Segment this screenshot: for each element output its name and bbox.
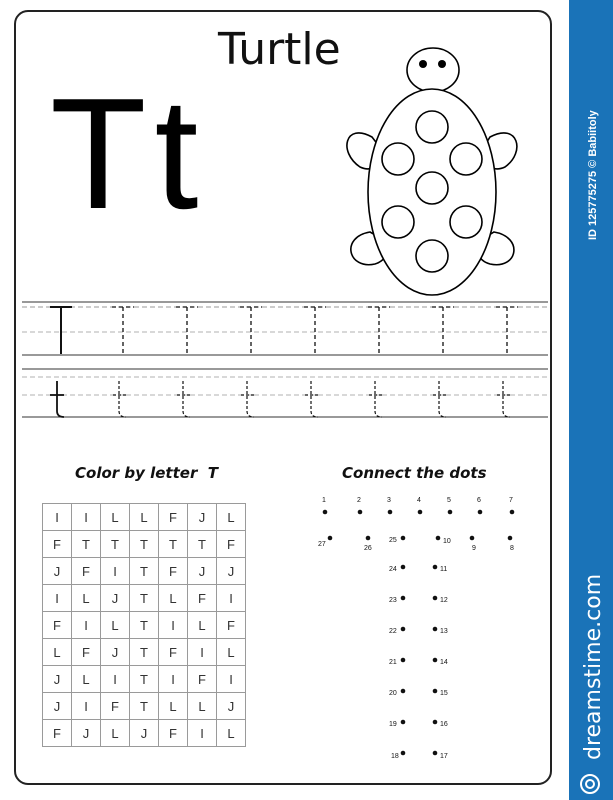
dot-22 (401, 627, 406, 632)
grid-row (43, 639, 246, 666)
grid-cell[interactable]: I (72, 693, 101, 720)
dot-13 (433, 627, 438, 632)
dot-label-18: 18 (391, 753, 399, 760)
dot-6 (478, 510, 483, 515)
grid-row (43, 558, 246, 585)
grid-cell[interactable]: F (101, 693, 130, 720)
color-by-letter-grid (42, 503, 246, 747)
dot-12 (433, 596, 438, 601)
dot-14 (433, 658, 438, 663)
grid-row (43, 531, 246, 558)
grid-row (43, 504, 246, 531)
turtle-head (407, 48, 459, 92)
dot-label-11: 11 (440, 566, 448, 573)
grid-cell[interactable]: J (188, 504, 217, 531)
grid-row (43, 585, 246, 612)
grid-cell[interactable]: T (159, 531, 188, 558)
dot-18 (401, 751, 406, 756)
grid-cell[interactable]: L (159, 585, 188, 612)
dot-24 (401, 565, 406, 570)
grid-cell[interactable]: I (101, 666, 130, 693)
dot-label-17: 17 (440, 753, 448, 760)
grid-cell[interactable]: L (43, 639, 72, 666)
big-lowercase-letter: t (154, 66, 199, 242)
dot-21 (401, 658, 406, 663)
dot-label-19: 19 (389, 721, 397, 728)
dot-23 (401, 596, 406, 601)
dot-25 (401, 536, 406, 541)
grid-cell[interactable]: I (217, 585, 246, 612)
grid-cell[interactable]: F (159, 639, 188, 666)
grid-cell[interactable]: L (101, 504, 130, 531)
dot-label-15: 15 (440, 690, 448, 697)
grid-cell[interactable]: F (217, 612, 246, 639)
dot-label-16: 16 (440, 721, 448, 728)
brand-watermark (568, 540, 612, 800)
dot-3 (388, 510, 393, 515)
grid-cell[interactable]: J (188, 558, 217, 585)
dot-label-7: 7 (509, 497, 513, 504)
grid-cell[interactable]: J (101, 639, 130, 666)
grid-cell[interactable]: T (101, 531, 130, 558)
grid-cell[interactable]: T (188, 531, 217, 558)
dot-label-12: 12 (440, 597, 448, 604)
page-title: Turtle (218, 24, 341, 75)
dot-16 (433, 720, 438, 725)
grid-cell[interactable]: L (130, 504, 159, 531)
grid-cell[interactable]: I (159, 666, 188, 693)
grid-cell[interactable]: I (188, 720, 217, 747)
dot-label-5: 5 (447, 497, 451, 504)
dot-9 (470, 536, 475, 541)
grid-cell[interactable]: I (72, 612, 101, 639)
grid-row (43, 666, 246, 693)
grid-cell[interactable]: F (72, 558, 101, 585)
grid-cell[interactable]: I (101, 558, 130, 585)
color-by-letter-target: T (207, 464, 219, 482)
dot-1 (323, 510, 328, 515)
dot-label-21: 21 (389, 659, 397, 666)
dot-label-2: 2 (357, 497, 361, 504)
grid-cell[interactable]: L (217, 639, 246, 666)
turtle-illustration (340, 42, 525, 304)
grid-cell[interactable]: I (159, 612, 188, 639)
dot-label-1: 1 (322, 497, 326, 504)
grid-cell[interactable]: T (130, 693, 159, 720)
grid-cell[interactable]: F (188, 585, 217, 612)
dot-5 (448, 510, 453, 515)
big-letter-pair (50, 66, 199, 242)
grid-cell[interactable]: L (159, 693, 188, 720)
grid-cell[interactable]: L (188, 612, 217, 639)
grid-cell[interactable]: T (130, 558, 159, 585)
grid-row (43, 720, 246, 747)
grid-cell[interactable]: T (130, 639, 159, 666)
grid-cell[interactable]: L (188, 693, 217, 720)
grid-cell[interactable]: F (159, 558, 188, 585)
grid-cell[interactable]: T (72, 531, 101, 558)
dot-19 (401, 720, 406, 725)
dot-label-22: 22 (389, 628, 397, 635)
image-id-text: ID 125775275 © Babiitoly (587, 110, 599, 240)
grid-cell[interactable]: J (217, 558, 246, 585)
grid-cell[interactable]: F (188, 666, 217, 693)
grid-cell[interactable]: F (159, 504, 188, 531)
grid-cell[interactable]: F (217, 531, 246, 558)
grid-cell[interactable]: T (130, 666, 159, 693)
grid-row (43, 612, 246, 639)
grid-row (43, 693, 246, 720)
grid-cell[interactable]: J (43, 666, 72, 693)
grid-cell[interactable]: I (217, 666, 246, 693)
connect-dots-title: Connect the dots (342, 464, 487, 482)
dot-label-24: 24 (389, 566, 397, 573)
big-uppercase-letter: T (50, 66, 147, 242)
grid-cell[interactable]: T (130, 531, 159, 558)
grid-cell[interactable]: F (159, 720, 188, 747)
dot-label-14: 14 (440, 659, 448, 666)
dot-label-4: 4 (417, 497, 421, 504)
grid-cell[interactable]: J (43, 693, 72, 720)
dot-label-3: 3 (387, 497, 391, 504)
grid-cell[interactable]: L (217, 504, 246, 531)
grid-cell[interactable]: L (101, 720, 130, 747)
dot-7 (510, 510, 515, 515)
dot-11 (433, 565, 438, 570)
dot-label-25: 25 (389, 537, 397, 544)
dot-10 (436, 536, 441, 541)
dot-17 (433, 751, 438, 756)
brand-logo-icon (581, 775, 599, 793)
grid-cell[interactable]: L (72, 585, 101, 612)
grid-cell[interactable]: I (72, 504, 101, 531)
grid-cell[interactable]: J (72, 720, 101, 747)
grid-cell[interactable]: I (43, 585, 72, 612)
image-id-label (568, 0, 612, 250)
grid-cell[interactable]: F (43, 531, 72, 558)
grid-cell[interactable]: I (188, 639, 217, 666)
dot-20 (401, 689, 406, 694)
dot-15 (433, 689, 438, 694)
dot-2 (358, 510, 363, 515)
dot-8 (508, 536, 513, 541)
dot-label-23: 23 (389, 597, 397, 604)
grid-cell[interactable]: J (101, 585, 130, 612)
grid-cell[interactable]: F (72, 639, 101, 666)
connect-dots-figure (300, 490, 540, 770)
grid-cell[interactable]: L (101, 612, 130, 639)
dot-27 (328, 536, 333, 541)
grid-cell[interactable]: T (130, 585, 159, 612)
trace-row-lowercase (22, 365, 548, 427)
dot-4 (418, 510, 423, 515)
grid-cell[interactable]: F (43, 720, 72, 747)
dot-label-27: 27 (318, 541, 326, 548)
trace-row-uppercase (22, 298, 548, 360)
grid-cell[interactable]: L (217, 720, 246, 747)
color-by-letter-label: Color by letter (75, 464, 198, 482)
dot-label-26: 26 (364, 545, 372, 552)
grid-cell[interactable]: J (217, 693, 246, 720)
grid-cell[interactable]: J (130, 720, 159, 747)
dot-label-8: 8 (510, 545, 514, 552)
color-by-letter-title (75, 464, 218, 482)
brand-text: dreamstime.com (581, 573, 606, 760)
grid-cell[interactable]: L (72, 666, 101, 693)
grid-cell[interactable]: J (43, 558, 72, 585)
dot-26 (366, 536, 371, 541)
grid-cell[interactable]: F (43, 612, 72, 639)
dot-label-13: 13 (440, 628, 448, 635)
dot-label-9: 9 (472, 545, 476, 552)
dot-label-10: 10 (443, 538, 451, 545)
dot-label-6: 6 (477, 497, 481, 504)
grid-cell[interactable]: T (130, 612, 159, 639)
grid-cell[interactable]: I (43, 504, 72, 531)
dot-label-20: 20 (389, 690, 397, 697)
